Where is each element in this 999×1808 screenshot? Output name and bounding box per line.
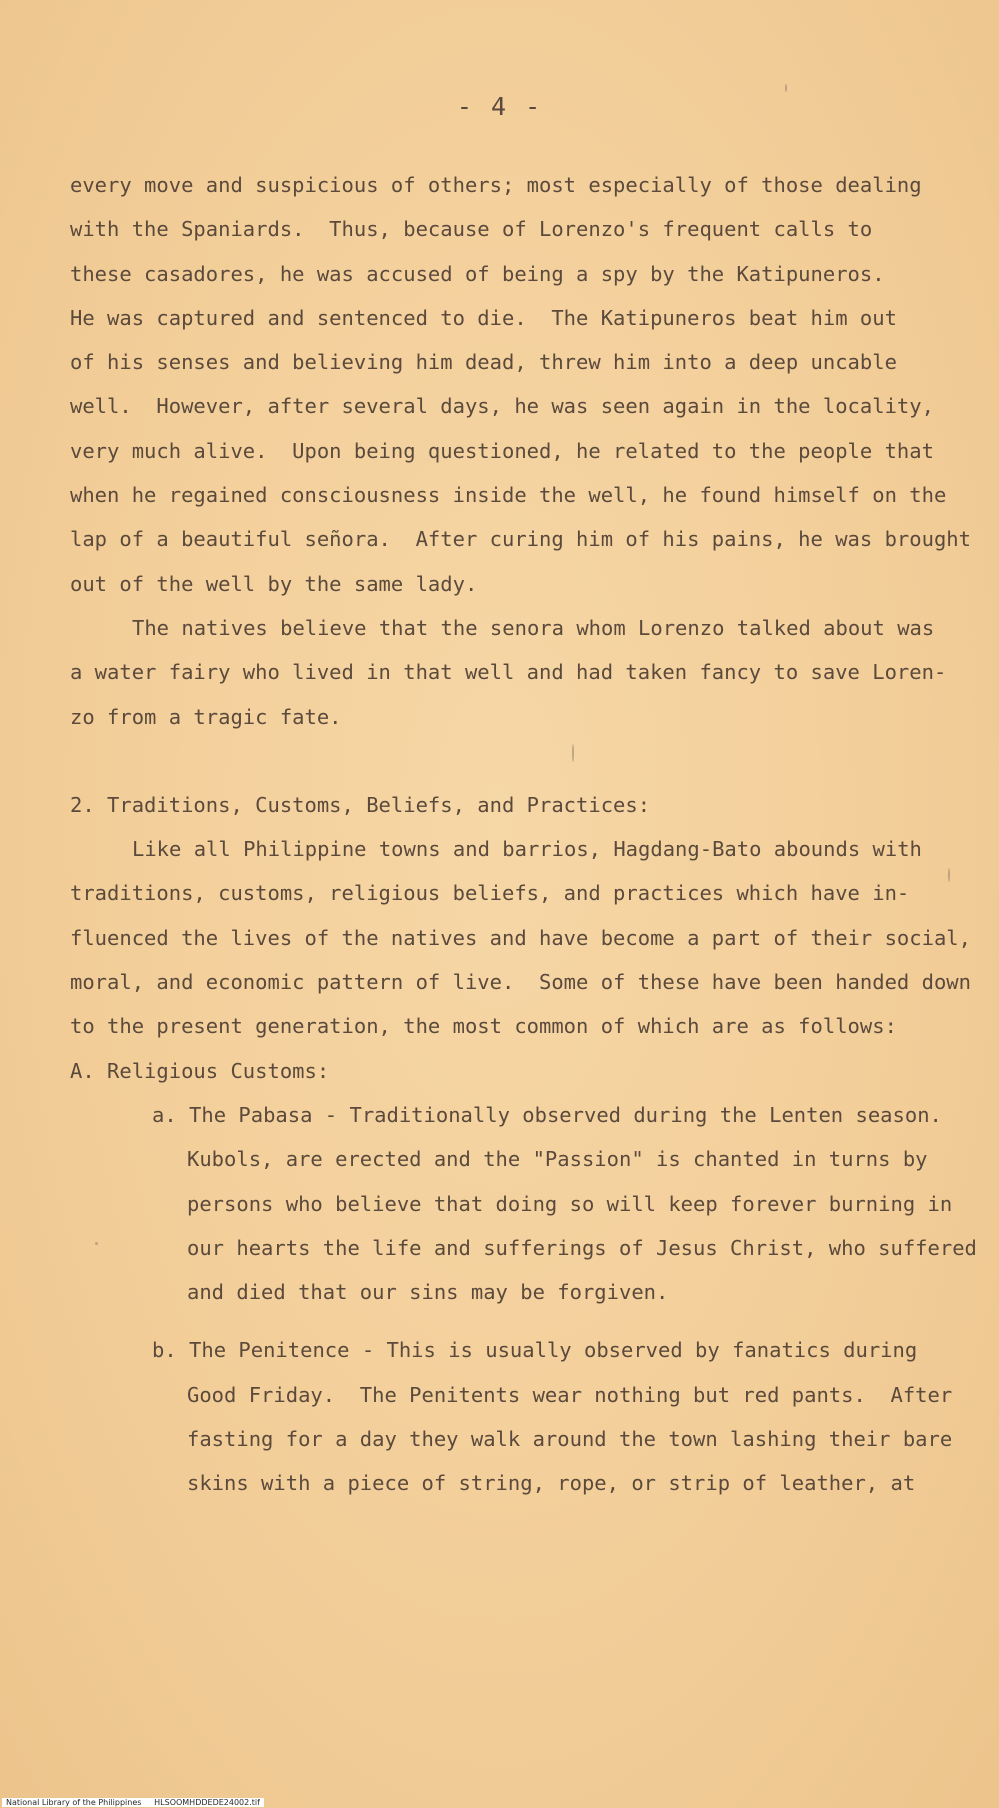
text-line: skins with a piece of string, rope, or strip of leather, at	[187, 1471, 916, 1496]
text-line: out of the well by the same lady.	[70, 571, 478, 596]
text-line: He was captured and sentenced to die. The Katipuneros beat him out	[70, 305, 897, 330]
text-line: fluenced the lives of the natives and have become a part of their social,	[70, 925, 971, 950]
text-line: our hearts the life and sufferings of Jesus Christ, who suffered	[187, 1235, 977, 1260]
text-line: Good Friday. The Penitents wear nothing but red pants. After	[187, 1382, 953, 1407]
text-line: a water fairy who lived in that well and had taken fancy to save Loren-	[70, 660, 947, 685]
paragraph-2	[70, 606, 980, 739]
text-line: Like all Philippine towns and barrios, Hagdang-Bato abounds with	[132, 837, 922, 862]
text-line: when he regained consciousness inside the well, he found himself on the	[70, 483, 947, 508]
text-line: every move and suspicious of others; most especially of those dealing	[70, 173, 922, 197]
text-line: a. The Pabasa - Traditionally observed during the Lenten season.	[152, 1102, 942, 1127]
body-text	[70, 163, 980, 1506]
text-line: very much alive. Upon being questioned, he related to the people that	[70, 438, 934, 463]
text-line: moral, and economic pattern of live. Some of these have been handed down	[70, 970, 971, 995]
subheading: A. Religious Customs:	[70, 1058, 330, 1083]
list-item	[70, 1328, 980, 1505]
text-line: these casadores, he was accused of being a spy by the Katipuneros.	[70, 261, 885, 286]
text-line: persons who believe that doing so will keep forever burning in	[187, 1191, 953, 1216]
text-line: fasting for a day they walk around the town lashing their bare	[187, 1427, 953, 1452]
page-number: - 4 -	[456, 92, 543, 121]
paragraph-1	[70, 163, 980, 606]
text-line: The natives believe that the senora whom Lorenzo talked about was	[132, 615, 935, 640]
text-line: zo from a tragic fate.	[70, 704, 342, 729]
text-line: Kubols, are erected and the "Passion" is chanted in turns by	[187, 1147, 928, 1172]
section-heading: 2. Traditions, Customs, Beliefs, and Practices:	[70, 792, 651, 817]
section-paragraph	[70, 827, 980, 1048]
list-item	[70, 1093, 980, 1314]
paper-speck	[785, 84, 787, 92]
text-line: of his senses and believing him dead, threw him into a deep uncable	[70, 350, 897, 375]
text-line: well. However, after several days, he was seen again in the locality,	[70, 394, 934, 419]
text-line: traditions, customs, religious beliefs, and practices which have in-	[70, 881, 910, 906]
text-line: and died that our sins may be forgiven.	[187, 1280, 669, 1305]
text-line: b. The Penitence - This is usually observed by fanatics during	[152, 1338, 918, 1363]
scan-footer-label: National Library of the Philippines HLSOOMHDDEDE24002.tif	[2, 1798, 264, 1807]
text-line: lap of a beautiful señora. After curing him of his pains, he was brought	[70, 527, 971, 552]
text-line: with the Spaniards. Thus, because of Lorenzo's frequent calls to	[70, 217, 873, 242]
paragraph-gap	[70, 739, 980, 783]
text-line: to the present generation, the most common of which are as follows:	[70, 1014, 897, 1039]
